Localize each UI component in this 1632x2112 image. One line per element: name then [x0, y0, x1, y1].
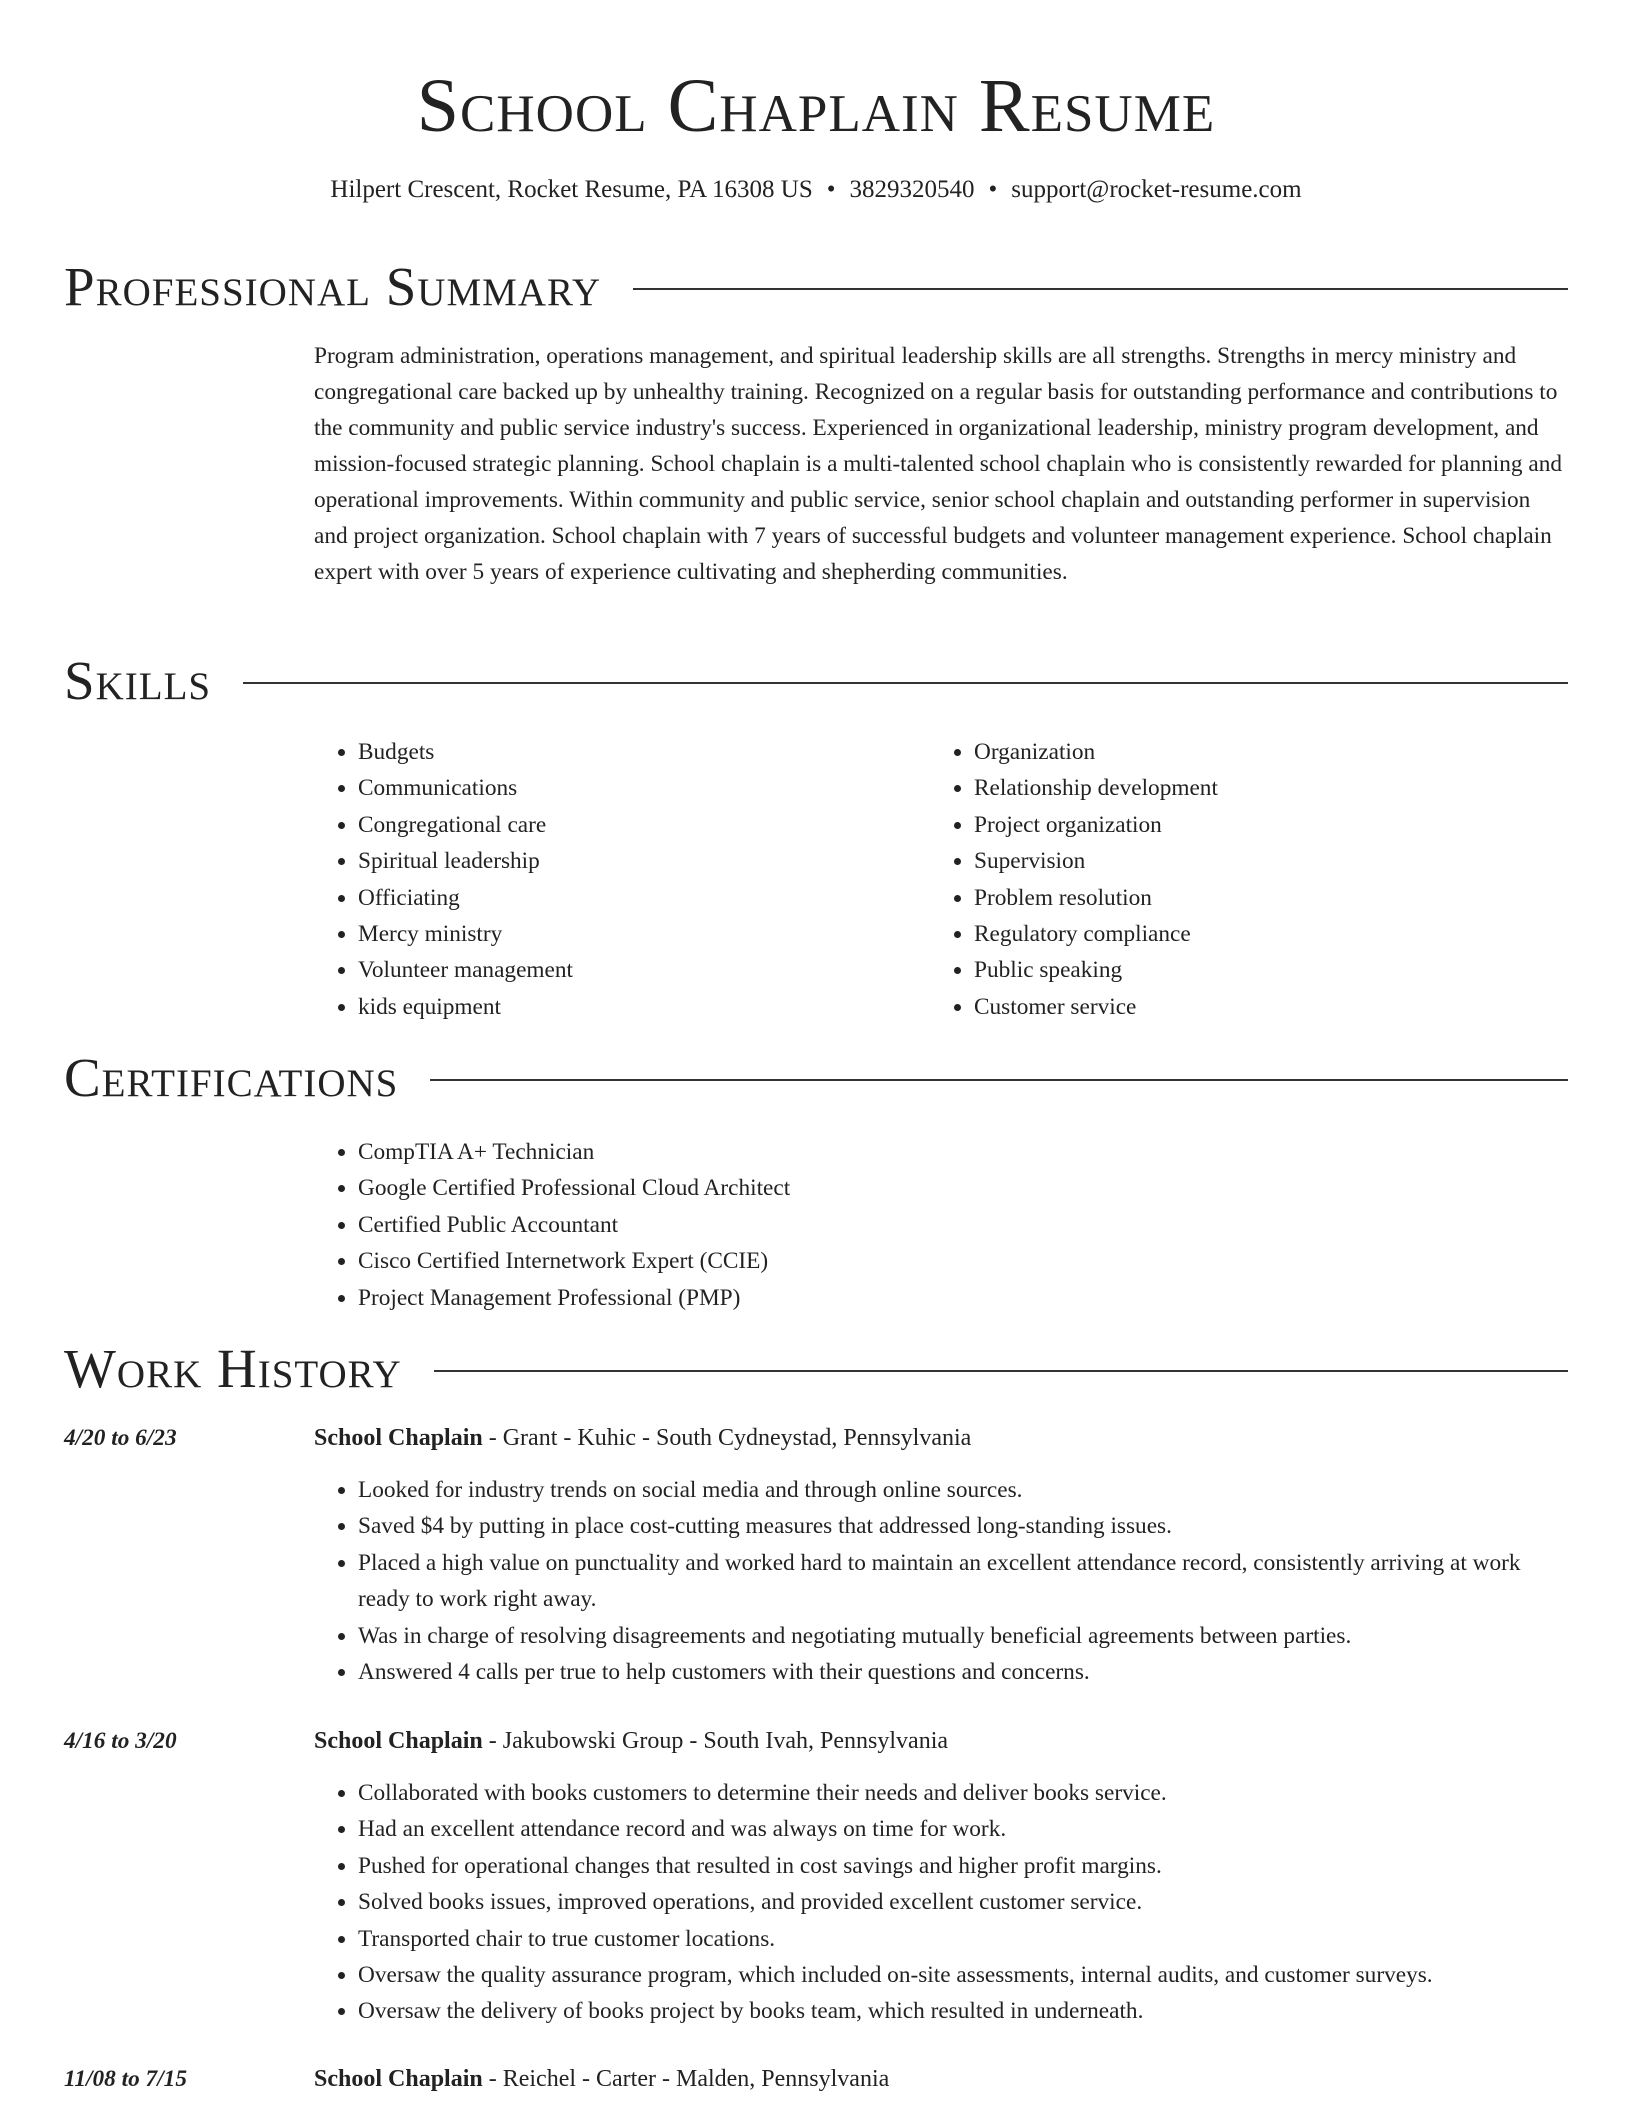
job-bullets-block [314, 1775, 1568, 2030]
summary-heading: Professional Summary [64, 256, 602, 317]
skill-item: • Congregational care [358, 807, 914, 843]
job-bullet-item: • Oversaw the quality assurance program, which included on-site assessments, internal audits, and customer surveys. [358, 1957, 1568, 1993]
contact-separator: • [826, 176, 836, 203]
skill-item: • Spiritual leadership [358, 843, 914, 879]
skill-item: • Problem resolution [974, 880, 1530, 916]
skills-heading: Skills [64, 650, 212, 711]
skill-item: • Customer service [974, 989, 1530, 1025]
job-header [314, 1420, 971, 1456]
job-details: - Jakubowski Group - South Ivah, Pennsylvania [482, 1728, 949, 1754]
job-details: - Reichel - Carter - Malden, Pennsylvania [482, 2066, 890, 2092]
job-header [314, 2061, 889, 2097]
certifications-section-header [64, 1043, 1568, 1113]
certification-item: • Cisco Certified Internetwork Expert (CCIE) [358, 1243, 1514, 1279]
skill-item: • kids equipment [358, 989, 914, 1025]
job-bullet-item: • Collaborated with books customers to determine their needs and deliver books service. [358, 1775, 1568, 1811]
skills-column-right [930, 734, 1530, 1025]
summary-section-header [64, 252, 1568, 322]
section-divider [243, 682, 1568, 684]
contact-line [0, 172, 1632, 208]
job-dates: 4/16 to 3/20 [64, 1728, 177, 1754]
skill-item: • Volunteer management [358, 952, 914, 988]
resume-title: School Chaplain Resume [416, 64, 1216, 148]
contact-separator: • [988, 176, 998, 203]
skills-list-left [314, 734, 914, 1025]
job-details: - Grant - Kuhic - South Cydneystad, Pennsylvania [482, 1425, 972, 1451]
summary-text: Program administration, operations management, and spiritual leadership skills are all strengths. Strengths in mercy ministry and congregational care backed up by unhealthy training. Recognized on a regular basis for outstanding performance and contributions to the community and public service industry's success. Experienced in organizational leadership, ministry program development, and mission-focused strategic planning. School chaplain is a multi-talented school chaplain who is consistently rewarded for planning and operational improvements. Within community and public service, senior school chaplain and outstanding performer in supervision and project organization. School chaplain with 7 years of successful budgets and volunteer management experience. School chaplain expert with over 5 years of experience cultivating and shepherding communities. [314, 343, 1563, 585]
certifications-heading: Certifications [64, 1047, 399, 1108]
skill-item: • Communications [358, 770, 914, 806]
skills-list-right [930, 734, 1530, 1025]
skill-item: • Budgets [358, 734, 914, 770]
certification-item: • CompTIA A+ Technician [358, 1134, 1514, 1170]
skill-item: • Regulatory compliance [974, 916, 1530, 952]
certifications-block [314, 1134, 1514, 1316]
job-bullet-item: • Saved $4 by putting in place cost-cutting measures that addressed long-standing issues. [358, 1508, 1568, 1544]
job-bullets-block [314, 1472, 1568, 1690]
skill-item: • Project organization [974, 807, 1530, 843]
job-title: School Chaplain [314, 1728, 483, 1754]
job-bullets [314, 1472, 1568, 1690]
job-bullet-item: • Looked for industry trends on social media and through online sources. [358, 1472, 1568, 1508]
job-bullet-item: • Was in charge of resolving disagreements and negotiating mutually beneficial agreements between parties. [358, 1618, 1568, 1654]
certification-item: • Google Certified Professional Cloud Architect [358, 1170, 1514, 1206]
section-divider [633, 288, 1568, 290]
contact-email: support@rocket-resume.com [1011, 176, 1302, 203]
job-bullet-item: • Had an excellent attendance record and was always on time for work. [358, 1811, 1568, 1847]
work-history-heading: Work History [64, 1338, 402, 1399]
job-bullet-item: • Pushed for operational changes that resulted in cost savings and higher profit margins. [358, 1848, 1568, 1884]
skills-section-header [64, 646, 1568, 716]
job-bullets [314, 1775, 1568, 2030]
skills-column-left [314, 734, 914, 1025]
work-history-section-header [64, 1334, 1568, 1404]
skill-item: • Officiating [358, 880, 914, 916]
certification-item: • Project Management Professional (PMP) [358, 1280, 1514, 1316]
certifications-list [314, 1134, 1514, 1316]
job-bullet-item: • Transported chair to true customer locations. [358, 1921, 1568, 1957]
section-divider [430, 1079, 1568, 1081]
contact-address: Hilpert Crescent, Rocket Resume, PA 16308 US [330, 176, 813, 203]
skill-item: • Supervision [974, 843, 1530, 879]
job-title: School Chaplain [314, 2066, 483, 2092]
skill-item: • Relationship development [974, 770, 1530, 806]
job-dates: 11/08 to 7/15 [64, 2066, 187, 2092]
contact-phone: 3829320540 [849, 176, 975, 203]
certification-item: • Certified Public Accountant [358, 1207, 1514, 1243]
job-bullet-item: • Solved books issues, improved operations, and provided excellent customer service. [358, 1884, 1568, 1920]
job-bullet-item: • Answered 4 calls per true to help customers with their questions and concerns. [358, 1654, 1568, 1690]
job-dates: 4/20 to 6/23 [64, 1425, 177, 1451]
skill-item: • Organization [974, 734, 1530, 770]
section-divider [434, 1370, 1568, 1372]
job-title: School Chaplain [314, 1425, 483, 1451]
job-header [314, 1723, 948, 1759]
skill-item: • Public speaking [974, 952, 1530, 988]
skill-item: • Mercy ministry [358, 916, 914, 952]
job-bullet-item: • Oversaw the delivery of books project by books team, which resulted in underneath. [358, 1993, 1568, 2029]
job-bullet-item: • Placed a high value on punctuality and worked hard to maintain an excellent attendance record, consistently arriving at work ready to work right away. [358, 1545, 1568, 1618]
